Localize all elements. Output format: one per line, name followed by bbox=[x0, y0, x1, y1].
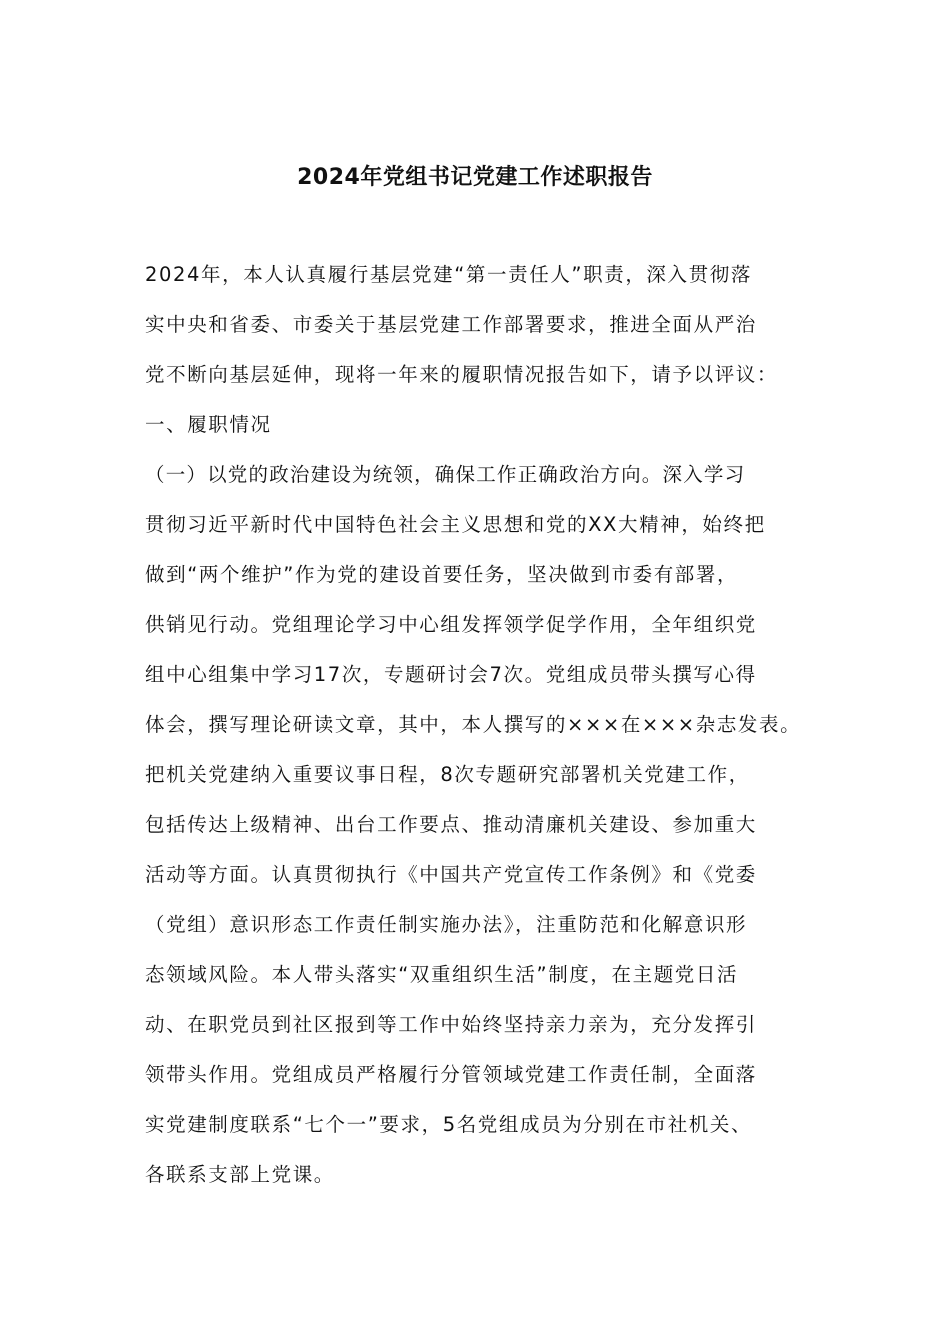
body-line: 做到“两个维护”作为党的建设首要任务，坚决做到市委有部署， bbox=[145, 563, 739, 586]
body-line: 把机关党建纳入重要议事日程，8次专题研究部署机关党建工作， bbox=[145, 763, 750, 786]
body-line: 实党建制度联系“七个一”要求，5名党组成员为分别在市社机关、 bbox=[145, 1113, 753, 1136]
body-line: 活动等方面。认真贯彻执行《中国共产党宣传工作条例》和《党委 bbox=[145, 863, 757, 886]
body-line: （党组）意识形态工作责任制实施办法》，注重防范和化解意识形 bbox=[145, 913, 748, 936]
body-line: 动、在职党员到社区报到等工作中始终坚持亲力亲为，充分发挥引 bbox=[145, 1013, 757, 1036]
body-line: 实中央和省委、市委关于基层党建工作部署要求，推进全面从严治 bbox=[145, 313, 757, 336]
body-line: 各联系支部上党课。 bbox=[145, 1163, 335, 1186]
body-line: 组中心组集中学习17次，专题研讨会7次。党组成员带头撰写心得 bbox=[145, 663, 757, 686]
document-title: 2024年党组书记党建工作述职报告 bbox=[297, 165, 653, 190]
body-line: 供销见行动。党组理论学习中心组发挥领学促学作用，全年组织党 bbox=[145, 613, 757, 636]
body-line: 党不断向基层延伸，现将一年来的履职情况报告如下，请予以评议： bbox=[145, 363, 779, 386]
body-line: 2024年，本人认真履行基层党建“第一责任人”职责，深入贯彻落 bbox=[145, 263, 752, 286]
body-line: 贯彻习近平新时代中国特色社会主义思想和党的XX大精神，始终把 bbox=[145, 513, 766, 536]
body-line: 体会，撰写理论研读文章，其中，本人撰写的×××在×××杂志发表。 bbox=[145, 713, 802, 736]
body-line: 态领域风险。本人带头落实“双重组织生活”制度，在主题党日活 bbox=[145, 963, 739, 986]
document-body bbox=[145, 250, 825, 1200]
subsection-heading-line: （一）以党的政治建设为统领，确保工作正确政治方向。深入学习 bbox=[145, 463, 746, 486]
body-line: 领带头作用。党组成员严格履行分管领域党建工作责任制，全面落 bbox=[145, 1063, 757, 1086]
section-heading: 一、履职情况 bbox=[145, 413, 272, 436]
body-line: 包括传达上级精神、出台工作要点、推动清廉机关建设、参加重大 bbox=[145, 813, 757, 836]
